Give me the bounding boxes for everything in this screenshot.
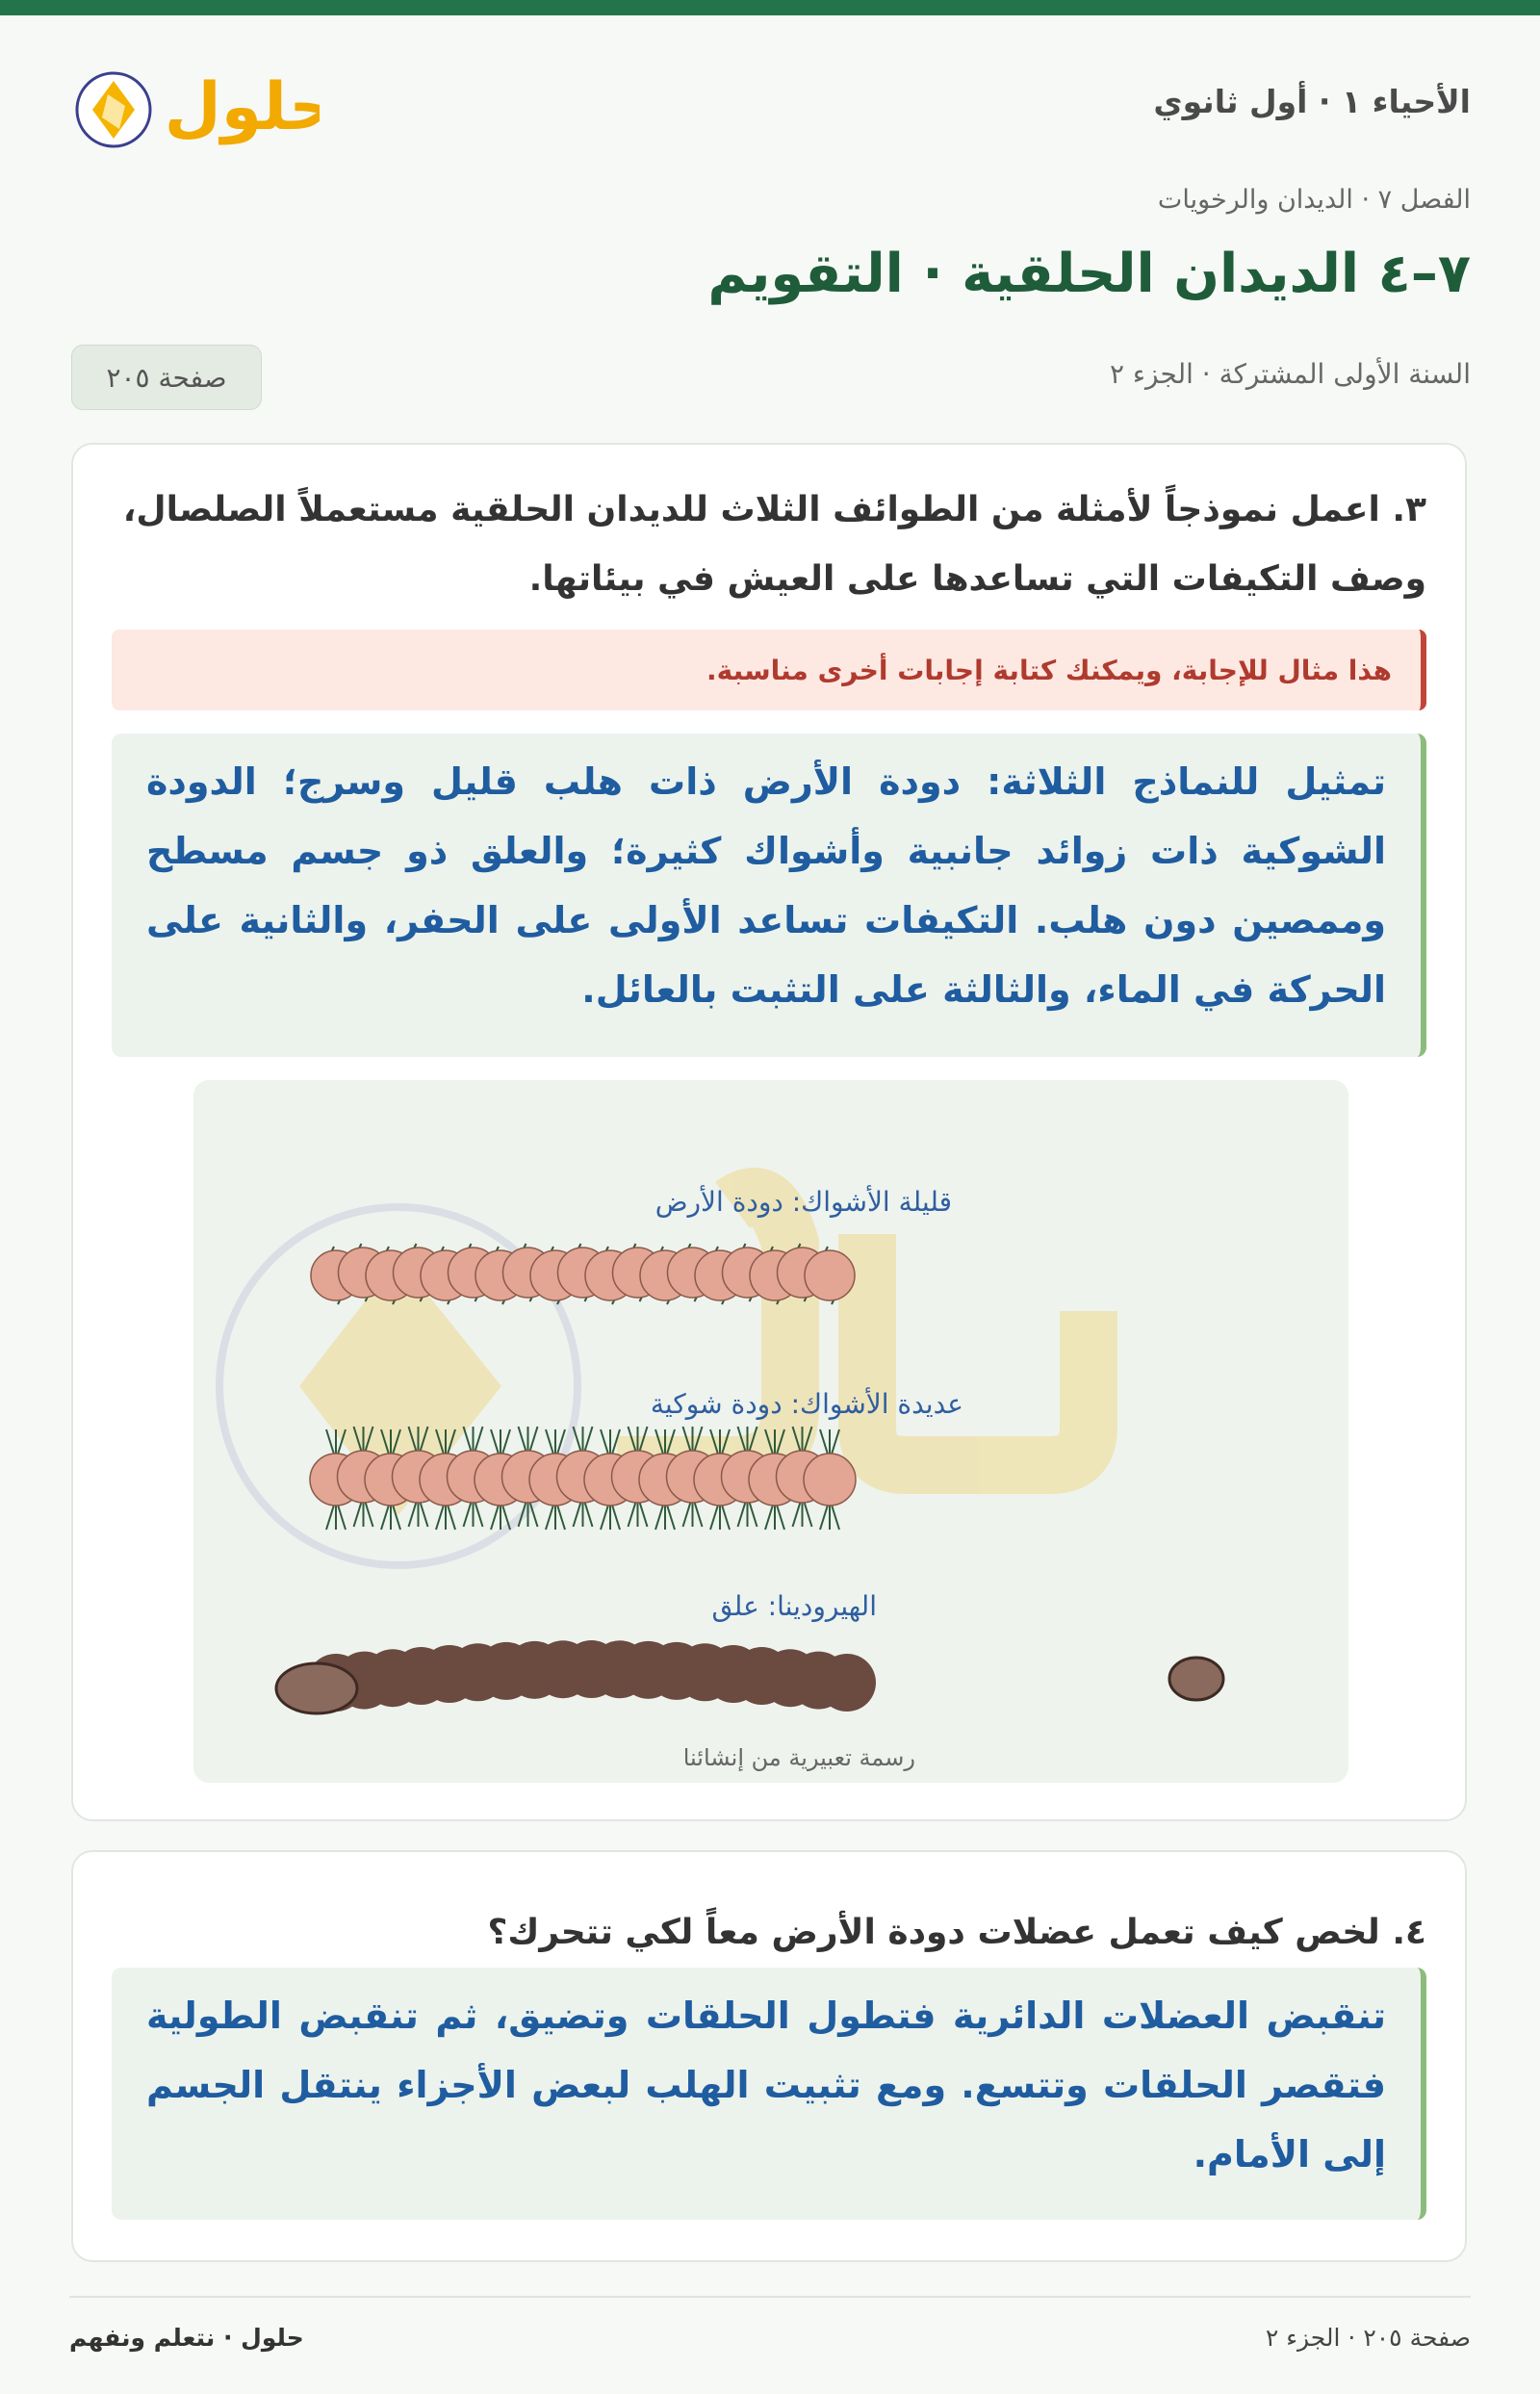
question-card-4 xyxy=(71,1850,1467,2262)
body-segment xyxy=(805,1250,855,1300)
page-header xyxy=(69,69,1471,166)
top-accent-bar xyxy=(0,0,1540,15)
caption-leech: الهيرودينا: علق xyxy=(711,1590,877,1622)
hulul-logo[interactable] xyxy=(69,69,320,166)
chapter-label: الفصل ٧ · الديدان والرخويات xyxy=(1157,185,1471,215)
page-badge: صفحة ٢٠٥ xyxy=(71,345,262,410)
footer-divider xyxy=(69,2296,1471,2298)
answer-3: تمثيل للنماذج الثلاثة: دودة الأرض ذات هلب قليل وسرج؛ الدودة الشوكية ذات زوائد جانبية وأشواك كثيرة؛ والعلق ذو جسم مسطح وممصين دون هلب. التكيفات تساعد الأولى على الحفر، والثانية على الحركة في الماء، والثالثة على التثبت بالعائل. xyxy=(112,734,1426,1057)
logo-wordmark: حلول xyxy=(164,69,320,145)
subject-title: الأحياء ١ · أول ثانوي xyxy=(1153,83,1471,120)
sample-answer-note: هذا مثال للإجابة، ويمكنك كتابة إجابات أخرى مناسبة. xyxy=(112,630,1426,710)
worm-figure xyxy=(193,1080,1348,1783)
question-card-3 xyxy=(71,443,1467,1821)
anterior-sucker xyxy=(1169,1658,1223,1700)
posterior-sucker xyxy=(276,1663,357,1713)
leech-model xyxy=(276,1640,1223,1713)
footer-brand: حلول · نتعلم ونفهم xyxy=(69,2324,304,2352)
answer-4: تنقبض العضلات الدائرية فتطول الحلقات وتضيق، ثم تنقبض الطولية فتقصر الحلقات وتتسع. ومع تثبيت الهلب لبعض الأجزاء ينتقل الجسم إلى الأمام. xyxy=(112,1968,1426,2220)
lesson-title: ٧–٤ الديدان الحلقية · التقويم xyxy=(707,243,1471,305)
earthworm-model xyxy=(311,1244,855,1304)
question-4-text: ٤. لخص كيف تعمل عضلات دودة الأرض معاً لكي تتحرك؟ xyxy=(487,1913,1426,1952)
caption-polychaete: عديدة الأشواك: دودة شوكية xyxy=(650,1388,963,1420)
body-segment xyxy=(818,1654,876,1712)
footer-page-info: صفحة ٢٠٥ · الجزء ٢ xyxy=(1265,2324,1471,2352)
body-segment xyxy=(804,1454,856,1506)
book-meta: السنة الأولى المشتركة · الجزء ٢ xyxy=(1109,358,1471,390)
caption-earthworm: قليلة الأشواك: دودة الأرض xyxy=(654,1186,952,1218)
question-3-text: ٣. اعمل نموذجاً لأمثلة من الطوائف الثلاث للديدان الحلقية مستعملاً الصلصال، وصف التكيفات التي تساعدها على العيش في بيئاتها. xyxy=(122,490,1426,599)
logo-icon xyxy=(69,69,320,166)
figure-credit: رسمة تعبيرية من إنشائنا xyxy=(682,1744,915,1771)
